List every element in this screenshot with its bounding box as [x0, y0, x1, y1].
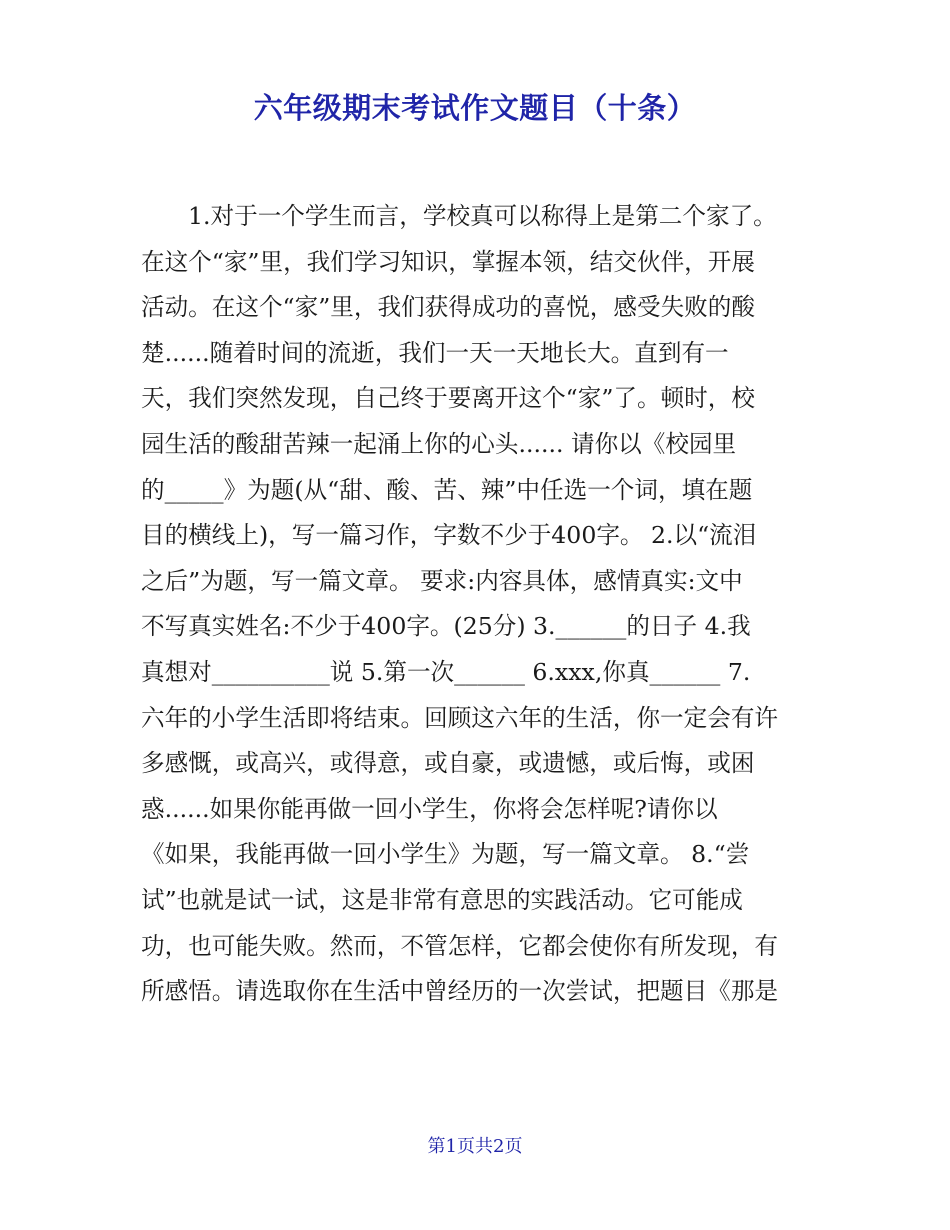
body-line: 楚......随着时间的流逝，我们一天一天地长大。直到有一 — [141, 338, 729, 367]
body-line: 不写真实姓名:不少于400字。(25分) 3.______的日子 4.我 — [141, 612, 751, 641]
body-line: 天，我们突然发现，自己终于要离开这个“家”了。顿时，校 — [141, 384, 755, 413]
body-line: 在这个“家”里，我们学习知识，掌握本领，结交伙伴，开展 — [141, 247, 755, 276]
body-line: 的_____》为题(从“甜、酸、苦、辣”中任选一个词，填在题 — [141, 475, 753, 504]
body-line: 之后”为题，写一篇文章。 要求:内容具体，感情真实:文中 — [141, 566, 743, 595]
body-line: 试”也就是试一试，这是非常有意思的实践活动。它可能成 — [141, 885, 743, 914]
body-line: 功，也可能失败。然而，不管怎样，它都会使你有所发现，有 — [141, 931, 779, 960]
body-line: 1.对于一个学生而言，学校真可以称得上是第二个家了。 — [188, 202, 777, 230]
document-title: 六年级期末考试作文题目（十条） — [253, 91, 697, 125]
document-body — [141, 194, 813, 1015]
body-line: 活动。在这个“家”里，我们获得成功的喜悦，感受失败的酸 — [141, 293, 755, 322]
page-number: 第1页共2页 — [427, 1136, 523, 1157]
body-line: 多感慨，或高兴，或得意，或自豪，或遗憾，或后悔，或困 — [141, 749, 755, 778]
body-line: 园生活的酸甜苦辣一起涌上你的心头...... 请你以《校园里 — [141, 429, 737, 458]
body-line: 所感悟。请选取你在生活中曾经历的一次尝试，把题目《那是 — [141, 977, 779, 1006]
body-line: 《如果，我能再做一回小学生》为题，写一篇文章。 8.“尝 — [141, 840, 750, 869]
body-line: 目的横线上)，写一篇习作，字数不少于400字。 2.以“流泪 — [141, 521, 757, 550]
body-line: 六年的小学生活即将结束。回顾这六年的生活，你一定会有许 — [141, 703, 779, 732]
body-line: 真想对__________说 5.第一次______ 6.xxx,你真______ 7. — [141, 657, 751, 686]
body-line: 惑......如果你能再做一回小学生，你将会怎样呢?请你以 — [141, 794, 718, 823]
